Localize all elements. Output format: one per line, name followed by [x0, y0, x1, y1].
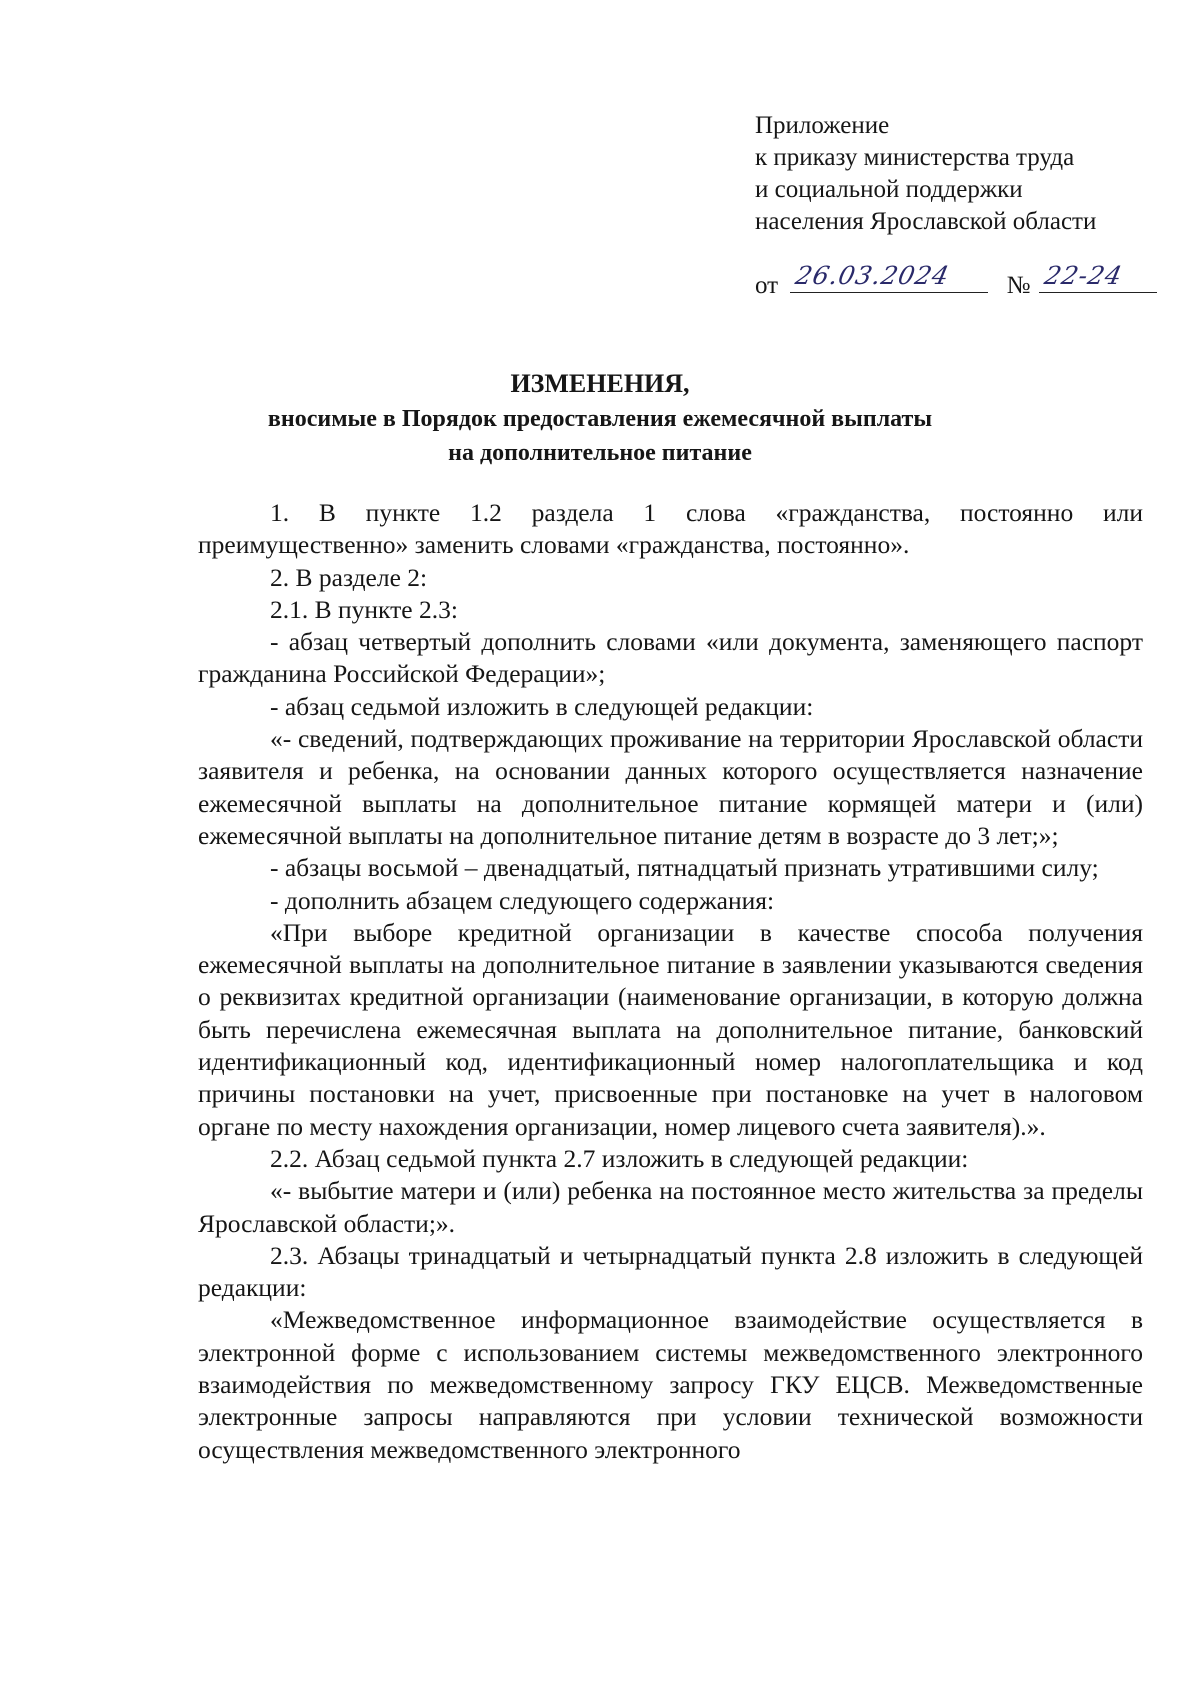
paragraph: - абзацы восьмой – двенадцатый, пятнадцатый признать утратившими силу;: [270, 853, 1099, 883]
order-number-label: №: [1006, 272, 1031, 299]
appendix-line: к приказу министерства труда: [755, 144, 1075, 171]
paragraph: 2. В разделе 2:: [270, 562, 428, 592]
paragraph: «- сведений, подтверждающих проживание на территории Ярославской области заявителя и ребенка, на основании данных которого осуществляется назначение ежемесячной выплаты на дополнительное питание кормящей матери и (или) ежемесячной выплаты на дополнительное питание детям в возрасте до 3 лет;»;: [198, 724, 1143, 850]
title-subtitle-line: на дополнительное питание: [448, 440, 752, 466]
order-date-label: от: [755, 272, 779, 299]
document-body: [198, 497, 1143, 1466]
appendix-line: населения Ярославской области: [755, 208, 1097, 235]
order-reference: [755, 261, 1157, 302]
paragraph: - дополнить абзацем следующего содержания:: [270, 885, 775, 915]
order-date-handwritten: 26.03.2024: [793, 261, 953, 290]
order-date-field: [790, 261, 988, 293]
paragraph: - абзац четвертый дополнить словами «или документа, заменяющего паспорт гражданина Российской Федерации»;: [198, 627, 1143, 689]
paragraph: «- выбытие матери и (или) ребенка на постоянное место жительства за пределы Ярославской области;».: [198, 1176, 1143, 1238]
paragraph: 2.2. Абзац седьмой пункта 2.7 изложить в следующей редакции:: [270, 1143, 969, 1173]
document-title: [0, 366, 1200, 470]
appendix-header: [755, 110, 1096, 238]
paragraph: 2.1. В пункте 2.3:: [270, 594, 458, 624]
paragraph: 2.3. Абзацы тринадцатый и четырнадцатый пункта 2.8 изложить в следующей редакции:: [198, 1240, 1143, 1303]
title-main: ИЗМЕНЕНИЯ,: [510, 369, 690, 398]
paragraph: - абзац седьмой изложить в следующей редакции:: [270, 691, 814, 721]
order-number-field: [1039, 261, 1157, 293]
order-number-handwritten: 22-24: [1041, 261, 1125, 290]
paragraph: «Межведомственное информационное взаимодействие осуществляется в электронной форме с использованием системы межведомственного электронного взаимодействия по межведомственному запросу ГКУ ЕЦСВ. Межведомственные электронные запросы направляются при условии технической возможности осуществления межведомственного электронного: [198, 1305, 1143, 1464]
appendix-line: и социальной поддержки: [755, 176, 1023, 203]
appendix-line: Приложение: [755, 112, 890, 139]
paragraph: 1. В пункте 1.2 раздела 1 слова «гражданства, постоянно или преимущественно» заменить словами «гражданства, постоянно».: [198, 498, 1143, 560]
title-subtitle-line: вносимые в Порядок предоставления ежемесячной выплаты: [267, 406, 933, 432]
paragraph: «При выборе кредитной организации в качестве способа получения ежемесячной выплаты на дополнительное питание в заявлении указываются сведения о реквизитах кредитной организации (наименование организации, в которую должна быть перечислена ежемесячная выплата на дополнительное питание, банковский идентификационный код, идентификационный номер налогоплательщика и код причины постановки на учет, присвоенные при постановке на учет в налоговом органе по месту нахождения организации, номер лицевого счета заявителя).».: [198, 917, 1143, 1141]
